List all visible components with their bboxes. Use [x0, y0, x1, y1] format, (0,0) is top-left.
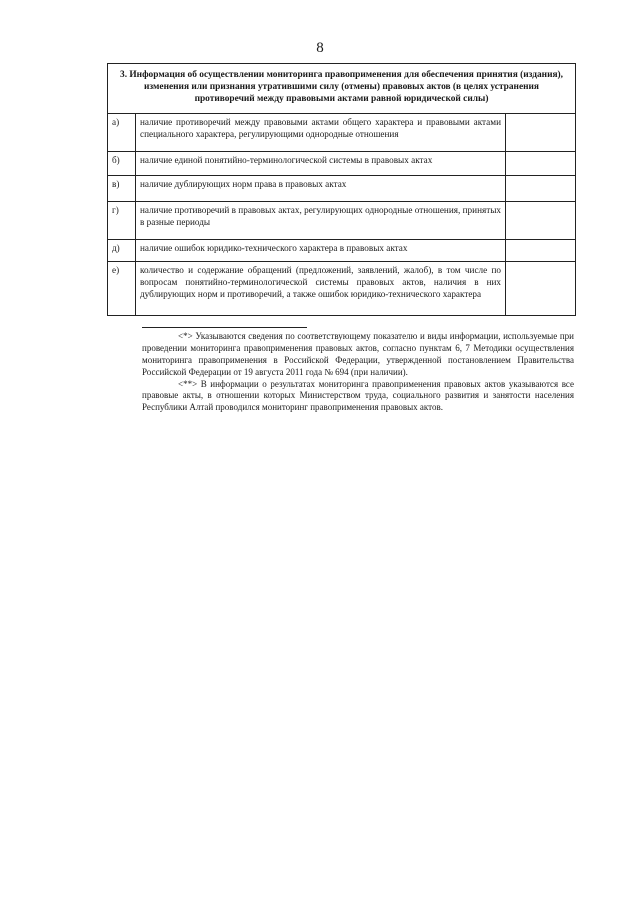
row-text: количество и содержание обращений (предложений, заявлений, жалоб), в том числе по вопросам понятийно-терминологической системы правовых актов, наличия в них дублирующих норм и противоречий, а также ошибок юридико-технического характера: [136, 262, 506, 316]
footnote-1: <*> Указываются сведения по соответствующему показателю и виды информации, используемые при проведении мониторинга правоприменения правовых актов, согласно пунктам 6, 7 Методики осуществления мониторинга правоприменения в Российской Федерации, утвержденной постановлением Правительства Российской Федерации от 19 августа 2011 года № 694 (при наличии).: [142, 331, 574, 377]
row-letter: а): [108, 114, 136, 152]
table-row: [108, 152, 576, 176]
row-letter: б): [108, 152, 136, 176]
row-text: наличие противоречий между правовыми актами общего характера и правовыми актами специального характера, регулирующими однородные отношения: [136, 114, 506, 152]
footnote-divider: [142, 327, 307, 328]
table-row: [108, 176, 576, 202]
row-text: наличие ошибок юридико-технического характера в правовых актах: [136, 240, 506, 262]
row-letter: д): [108, 240, 136, 262]
page-number: 8: [316, 40, 324, 56]
row-value-cell: [506, 114, 576, 152]
row-value-cell: [506, 262, 576, 316]
table-header-row: [108, 64, 576, 114]
row-value-cell: [506, 202, 576, 240]
table-row: [108, 114, 576, 152]
section-heading: 3. Информация об осуществлении мониторинга правоприменения для обеспечения принятия (издания), изменения или признания утратившими силу (отмены) правовых актов (в целях устранения противоречий между правовыми актами равной юридической силы): [108, 64, 576, 114]
row-text: наличие дублирующих норм права в правовых актах: [136, 176, 506, 202]
table-row: [108, 240, 576, 262]
row-value-cell: [506, 240, 576, 262]
table-row: [108, 262, 576, 316]
monitoring-info-table: [107, 63, 576, 316]
footnotes: [142, 327, 574, 414]
footnote-2: <**> В информации о результатах мониторинга правоприменения правовых актов указываются все правовые акты, в отношении которых Министерством труда, социального развития и занятости населения Республики Алтай проводился мониторинг правоприменения правовых актов.: [142, 378, 574, 413]
row-text: наличие противоречий в правовых актах, регулирующих однородные отношения, принятых в разные периоды: [136, 202, 506, 240]
row-letter: е): [108, 262, 136, 316]
row-letter: г): [108, 202, 136, 240]
row-value-cell: [506, 176, 576, 202]
row-text: наличие единой понятийно-терминологической системы в правовых актах: [136, 152, 506, 176]
table-row: [108, 202, 576, 240]
row-value-cell: [506, 152, 576, 176]
row-letter: в): [108, 176, 136, 202]
